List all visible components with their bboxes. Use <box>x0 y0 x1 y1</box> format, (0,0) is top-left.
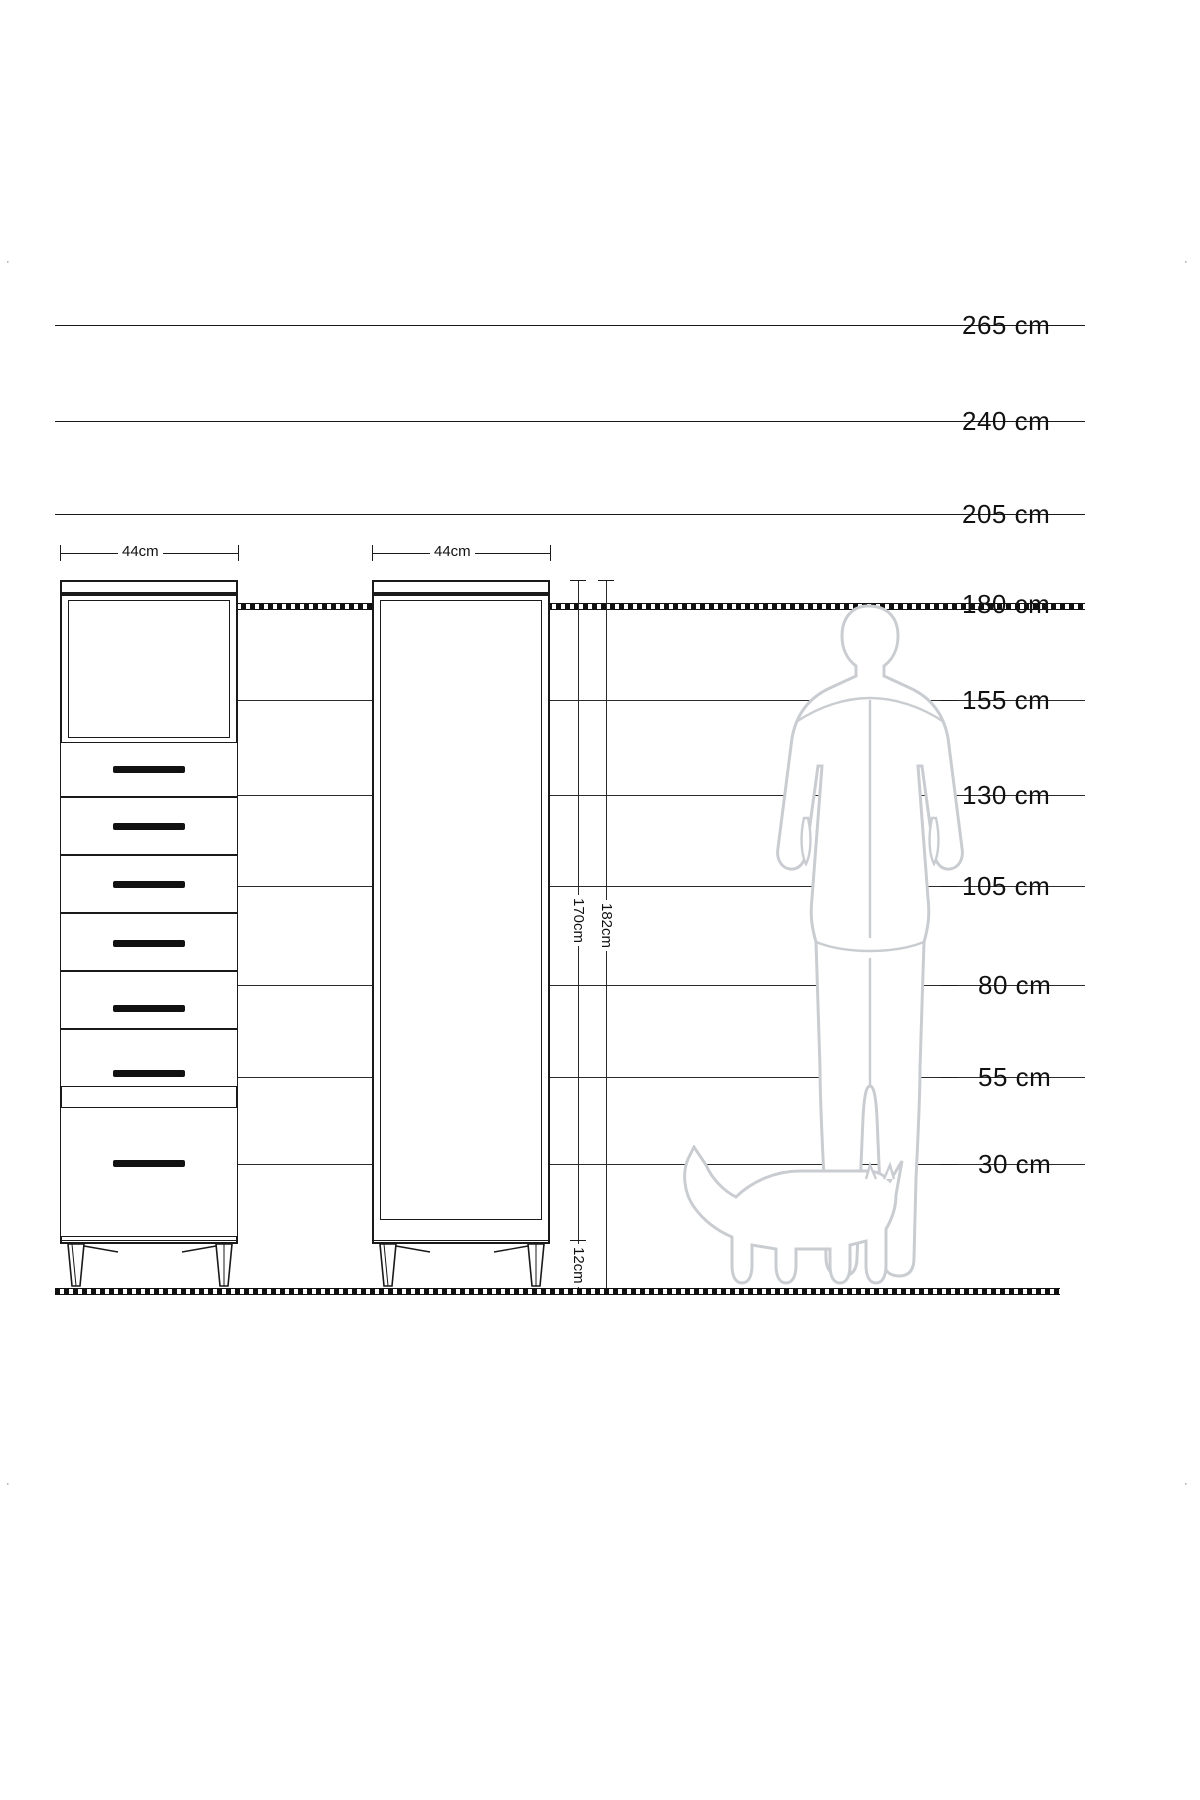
tick-240 <box>940 421 958 422</box>
drawer-handle-3[interactable] <box>113 881 185 888</box>
drawer-handle-7[interactable] <box>113 1160 185 1167</box>
tick-205 <box>940 514 958 515</box>
width-dim-cap-left-start <box>60 545 61 561</box>
corner-mark-bottom-left: · <box>6 1478 10 1490</box>
width-dim-cap-right-start <box>372 545 373 561</box>
drawer-handle-2[interactable] <box>113 823 185 830</box>
drawer-5[interactable] <box>60 971 238 1029</box>
scale-label-55: 55 cm <box>978 1062 1052 1092</box>
height-dim-label-182: 182cm <box>598 900 615 951</box>
scale-line-240 <box>55 421 1085 422</box>
scale-label-155: 155 cm <box>962 685 1051 715</box>
corner-mark-bottom-right: · <box>1184 1478 1188 1490</box>
scale-label-105: 105 cm <box>962 871 1051 901</box>
tall-cabinet-base <box>372 1240 550 1241</box>
cat-silhouette <box>680 1145 920 1293</box>
height-dim-label-12: 12cm <box>570 1244 587 1287</box>
corner-mark-top-left: · <box>6 256 10 268</box>
glass-door-panel[interactable] <box>68 600 230 738</box>
tall-cabinet-legs <box>370 1242 554 1290</box>
scale-label-240: 240 cm <box>962 406 1051 436</box>
tall-cabinet-top-panel <box>372 580 550 594</box>
height-dim-cap-170-bottom <box>570 1240 586 1241</box>
drawer-6[interactable] <box>60 1029 238 1087</box>
drawer-handle-5[interactable] <box>113 1005 185 1012</box>
scale-label-205: 205 cm <box>962 499 1051 529</box>
drawer-handle-6[interactable] <box>113 1070 185 1077</box>
tall-cabinet-door[interactable] <box>380 600 542 1220</box>
scale-label-80: 80 cm <box>978 970 1052 1000</box>
height-dim-cap-182-top <box>598 580 614 581</box>
corner-mark-top-right: · <box>1184 256 1188 268</box>
drawer-handle-1[interactable] <box>113 766 185 773</box>
scale-line-205 <box>55 514 1085 515</box>
scale-label-265: 265 cm <box>962 310 1051 340</box>
scale-label-180: 180 cm <box>962 589 1051 619</box>
drawer-cabinet-legs <box>58 1242 242 1290</box>
drawer-handle-4[interactable] <box>113 940 185 947</box>
width-dim-label-right: 44cm <box>430 543 475 560</box>
scale-line-265 <box>55 325 1085 326</box>
height-dim-label-170: 170cm <box>570 895 587 946</box>
drawer-cabinet-base <box>60 1240 238 1241</box>
ground-line <box>55 1288 1060 1295</box>
width-dim-cap-left-end <box>238 545 239 561</box>
height-dim-cap-170-top <box>570 580 586 581</box>
scale-label-130: 130 cm <box>962 780 1051 810</box>
scale-label-30: 30 cm <box>978 1149 1052 1179</box>
width-dim-label-left: 44cm <box>118 543 163 560</box>
drawer-7[interactable] <box>60 1107 238 1237</box>
drawer-cabinet-top-panel <box>60 580 238 594</box>
width-dim-cap-right-end <box>550 545 551 561</box>
tick-265 <box>940 325 958 326</box>
